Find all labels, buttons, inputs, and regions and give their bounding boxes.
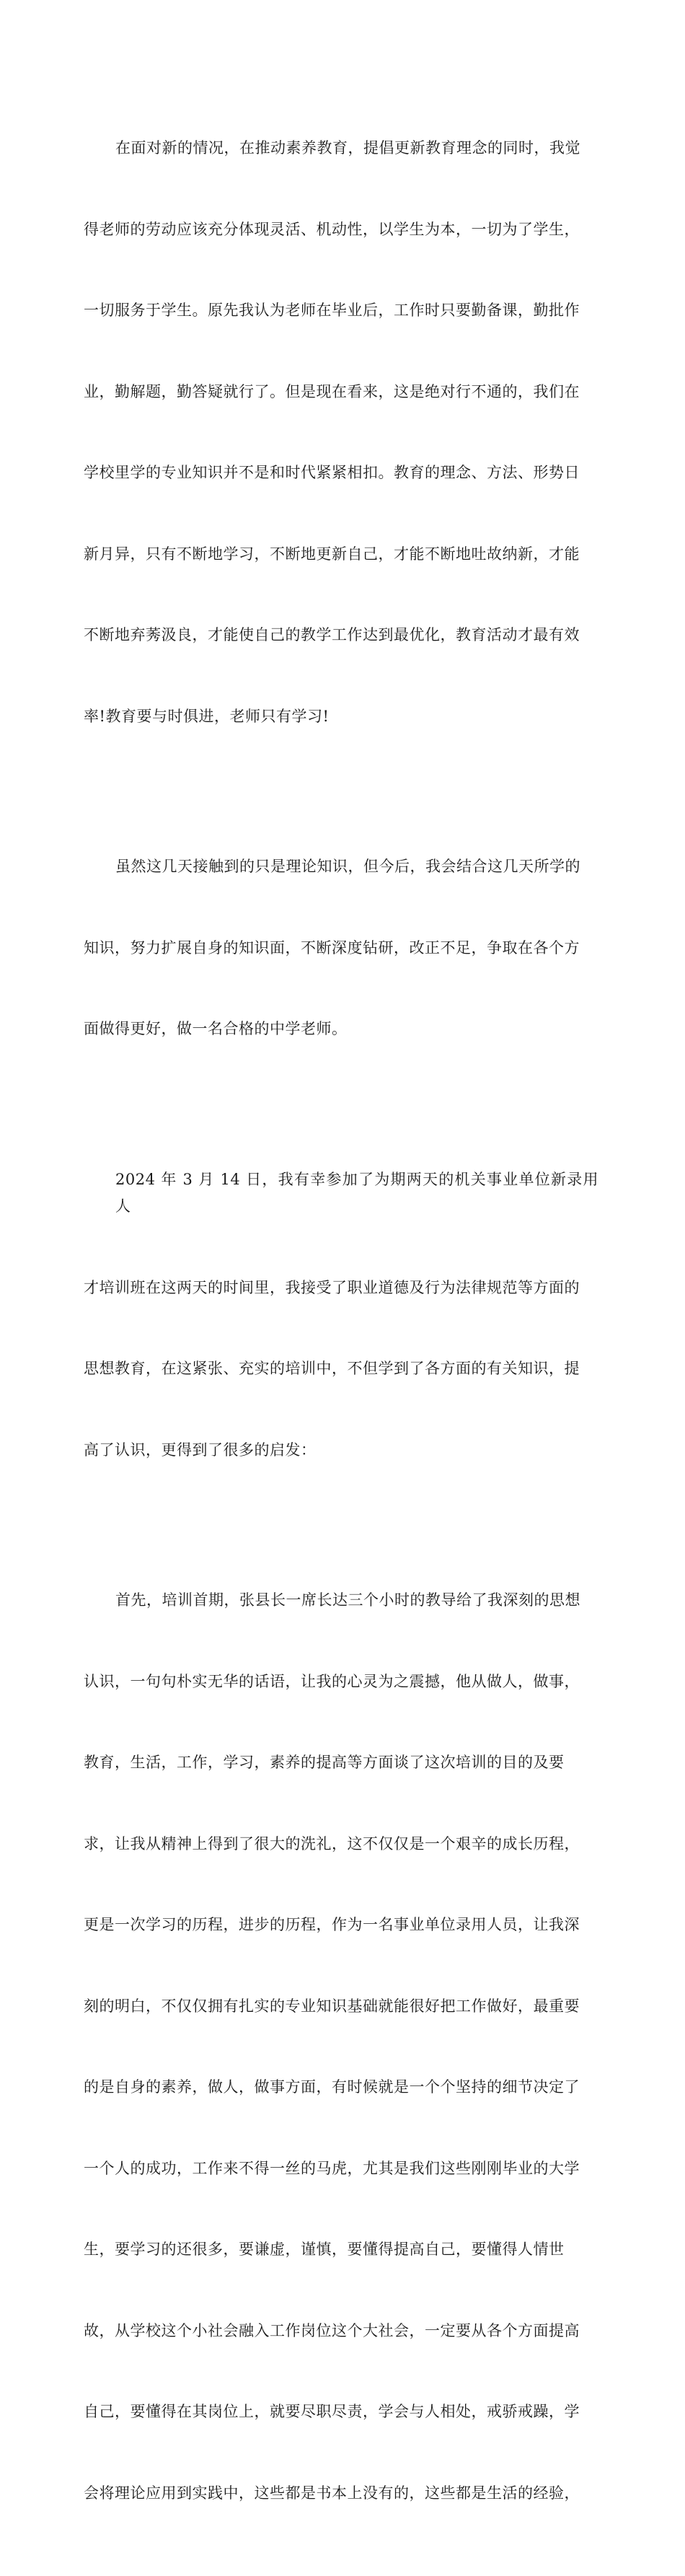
paragraph-line: 面做得更好，做一名合格的中学老师。 bbox=[84, 1020, 348, 1037]
paragraph-line: 得老师的劳动应该充分体现灵活、机动性，以学生为本，一切为了学生， bbox=[84, 220, 580, 238]
paragraph-2 bbox=[84, 799, 598, 1097]
paragraph-line: 故，从学校这个小社会融入工作岗位这个大社会，一定要从各个方面提高 bbox=[84, 2321, 580, 2339]
paragraph-line: 不断地弃莠汲良，才能使自己的教学工作达到最优化，教育活动才最有效 bbox=[84, 626, 580, 643]
paragraph-line: 2024 年 3 月 14 日，我有幸参加了为期两天的机关事业单位新录用人 bbox=[115, 1170, 598, 1215]
paragraph-1 bbox=[84, 81, 598, 784]
paragraph-line: 一切服务于学生。原先我认为老师在毕业后，工作时只要勤备课，勤批作 bbox=[84, 302, 580, 319]
paragraph-line: 生，要学习的还很多，要谦虚，谨慎，要懂得提高自己，要懂得人情世 bbox=[84, 2241, 565, 2258]
paragraph-line: 虽然这几天接触到的只是理论知识，但今后，我会结合这几天所学的 bbox=[115, 858, 580, 875]
paragraph-line: 求，让我从精神上得到了很大的洗礼，这不仅仅是一个艰辛的成长历程， bbox=[84, 1834, 580, 1852]
paragraph-line: 学校里学的专业知识并不是和时代紧紧相扣。教育的理念、方法、形势日 bbox=[84, 464, 580, 481]
paragraph-line: 率!教育要与时俱进，老师只有学习! bbox=[84, 707, 330, 725]
paragraph-line: 业，勤解题，勤答疑就行了。但是现在看来，这是绝对行不通的，我们在 bbox=[84, 382, 580, 400]
paragraph-line: 知识，努力扩展自身的知识面，不断深度钻研，改正不足，争取在各个方 bbox=[84, 938, 580, 957]
paragraph-line: 会将理论应用到实践中，这些都是书本上没有的，这些都是生活的经验， bbox=[84, 2484, 580, 2502]
paragraph-3 bbox=[84, 1112, 598, 1518]
paragraph-line: 高了认识，更得到了很多的启发： bbox=[84, 1441, 317, 1459]
paragraph-line: 才培训班在这两天的时间里，我接受了职业道德及行为法律规范等方面的 bbox=[84, 1278, 580, 1296]
paragraph-line: 思想教育，在这紧张、充实的培训中，不但学到了各方面的有关知识，提 bbox=[84, 1360, 580, 1377]
paragraph-line: 首先，培训首期，张县长一席长达三个小时的教导给了我深刻的思想 bbox=[115, 1591, 580, 1609]
paragraph-line: 认识，一句句朴实无华的话语，让我的心灵为之震撼，他从做人，做事， bbox=[84, 1672, 580, 1690]
paragraph-line: 的是自身的素养，做人，做事方面，有时候就是一个个坚持的细节决定了 bbox=[84, 2078, 580, 2096]
document-body bbox=[84, 81, 598, 2576]
paragraph-4 bbox=[84, 1533, 598, 2561]
paragraph-line: 刻的明白，不仅仅拥有扎实的专业知识基础就能很好把工作做好，最重要 bbox=[84, 1997, 580, 2015]
paragraph-line: 在面对新的情况，在推动素养教育，提倡更新教育理念的同时，我觉 bbox=[115, 139, 580, 157]
paragraph-line: 更是一次学习的历程，进步的历程，作为一名事业单位录用人员，让我深 bbox=[84, 1916, 580, 1933]
paragraph-line: 一个人的成功，工作来不得一丝的马虎，尤其是我们这些刚刚毕业的大学 bbox=[84, 2159, 580, 2177]
paragraph-line: 新月异，只有不断地学习，不断地更新自己，才能不断地吐故纳新，才能 bbox=[84, 545, 580, 563]
paragraph-line: 教育，生活，工作，学习，素养的提高等方面谈了这次培训的目的及要 bbox=[84, 1754, 565, 1771]
paragraph-line: 自己，要懂得在其岗位上，就要尽职尽责，学会与人相处，戒骄戒躁，学 bbox=[84, 2403, 580, 2420]
